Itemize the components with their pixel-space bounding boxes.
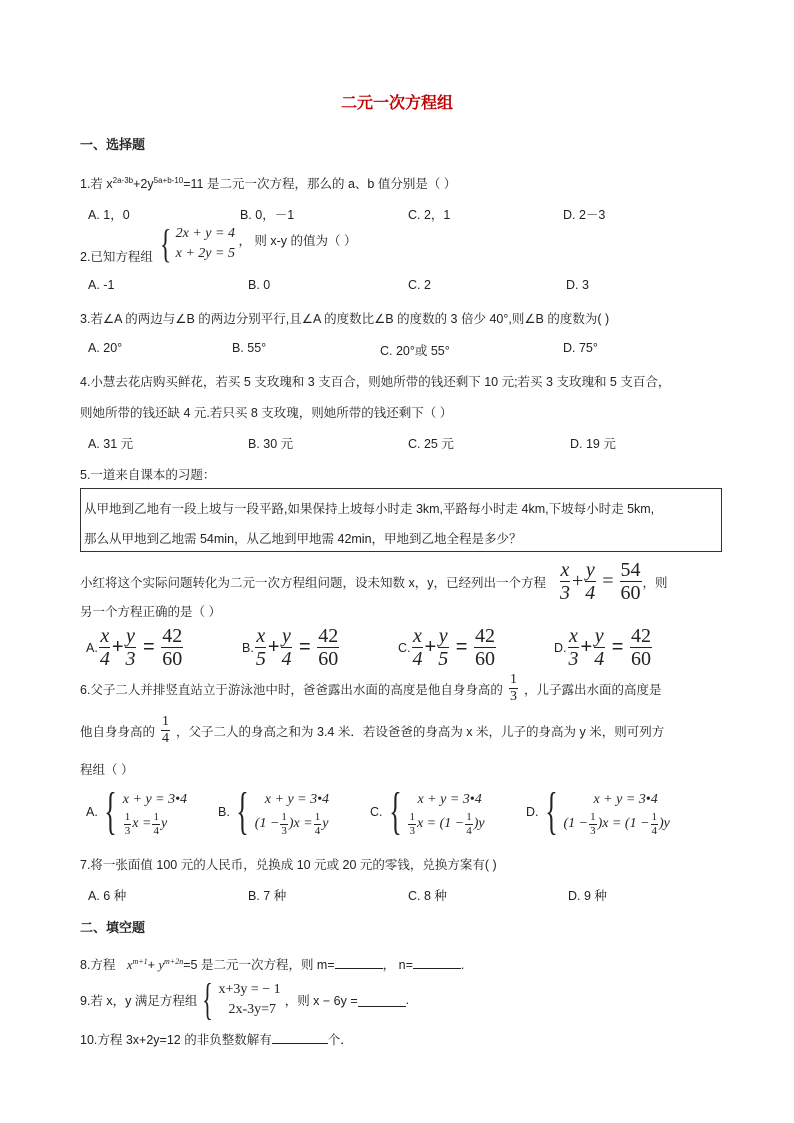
q2-prefix: 2.已知方程组 <box>80 250 153 265</box>
question-3: 3.若∠A 的两边与∠B 的两边分别平行,且∠A 的度数比∠B 的度数的 3 倍少 40°,则∠B 的度数为( ) <box>80 312 610 326</box>
question-10: 10.方程 3x+2y=12 的非负整数解有 个． <box>80 1033 353 1047</box>
section-heading-choice: 一、选择题 <box>80 137 146 152</box>
q10-blank[interactable] <box>272 1031 328 1044</box>
q7-option-c[interactable]: C. 8 种 <box>408 889 447 903</box>
q3-option-c[interactable]: C. 20°或 55° <box>380 344 450 358</box>
q2-option-c[interactable]: C. 2 <box>408 278 431 292</box>
q5-box-line2: 那么从甲地到乙地需 54min，从乙地到甲地需 42min，甲地到乙地全程是多少？ <box>84 532 522 546</box>
q2-suffix: ， 则 x-y 的值为（ ） <box>238 234 357 249</box>
q1-exp1: 2a-3b <box>112 175 134 185</box>
question-4-line1: 4.小慧去花店购买鲜花，若买 5 支玫瑰和 3 支百合，则她所带的钱还剩下 10 元;若买 3 支玫瑰和 5 支百合， <box>80 375 671 389</box>
question-2 <box>80 221 357 266</box>
q1-mid: +2y <box>133 177 154 191</box>
q5-line1: 小红将这个实际问题转化为二元一次方程组问题，设未知数 x，y，已经列出一个方程 <box>80 575 546 590</box>
q6-option-a[interactable]: A. { x + y = 3•4 $\frac{1}{3}$ x = $\frac{1}{4}$ y <box>86 783 188 840</box>
q4-option-d[interactable]: D. 19 元 <box>570 437 616 451</box>
q9-eq2: 2x-3y=7 <box>228 1002 277 1017</box>
q5-option-c[interactable]: C. $\frac{x}{4}$ + $\frac{y}{5}$ = $\frac{42}{60}$ <box>398 625 495 670</box>
section-heading-fill: 二、填空题 <box>80 920 146 935</box>
q2-system <box>156 221 235 266</box>
q5-statement <box>80 560 668 603</box>
q4-option-b[interactable]: B. 30 元 <box>248 437 294 451</box>
q3-option-d[interactable]: D. 75° <box>563 341 598 355</box>
q1-option-c[interactable]: C. 2，1 <box>408 208 451 222</box>
q8-blank-m[interactable] <box>335 956 383 969</box>
q4-option-c[interactable]: C. 25 元 <box>408 437 454 451</box>
question-7: 7.将一张面值 100 元的人民币，兑换成 10 元或 20 元的零钱，兑换方案有( ) <box>80 858 497 872</box>
question-8: 8.方程 $x^{m+1}+ y^{m+2n}=5$ 是二元一次方程，则 m= ， n= . <box>80 956 465 972</box>
q6-option-c[interactable]: C. { x + y = 3•4 $\frac{1}{3}$ x = (1 − $\frac{1}{4}$ )y <box>370 783 485 840</box>
q5-line2: 另一个方程正确的是（ ） <box>80 605 221 619</box>
q1-exp2: 5a+b-10 <box>153 175 184 185</box>
question-6-line3: 程组（ ） <box>80 763 134 777</box>
question-1 <box>80 174 456 192</box>
q5-given-equation: $\frac{x}{3}$ + $\frac{y}{4}$ = $\frac{54}{60}$ <box>559 559 641 604</box>
q2-eq2: x + 2y = 5 <box>175 246 235 261</box>
question-9: 9.若 x，y 满足方程组 { x+3y = − 1 2x-3y=7 ，则 x − 6y = . <box>80 975 410 1024</box>
page-title: 二元一次方程组 <box>340 95 453 112</box>
q5-option-b[interactable]: B. $\frac{x}{5}$ + $\frac{y}{4}$ = $\frac{42}{60}$ <box>242 625 339 670</box>
q7-option-a[interactable]: A. 6 种 <box>88 889 127 903</box>
q4-option-a[interactable]: A. 31 元 <box>88 437 134 451</box>
q1-option-b[interactable]: B. 0，－1 <box>240 208 295 222</box>
q3-option-a[interactable]: A. 20° <box>88 341 123 355</box>
q1-prefix: 1.若 x <box>80 177 113 191</box>
q1-option-a[interactable]: A. 1，0 <box>88 208 130 222</box>
question-6-line1: 6.父子二人并排竖直站立于游泳池中时，爸爸露出水面的高度是他自身身高的 $\frac{1}{3}$ ，儿子露出水面的高度是 <box>80 672 662 704</box>
q6-option-b[interactable]: B. { x + y = 3•4 (1 − $\frac{1}{3}$ )x = $\frac{1}{4}$ y <box>218 783 330 840</box>
q1-suffix: =11 是二元一次方程，那么的 a、b 值分别是（ ） <box>183 177 457 191</box>
q7-option-b[interactable]: B. 7 种 <box>248 889 287 903</box>
q7-option-d[interactable]: D. 9 种 <box>568 889 607 903</box>
q1-option-d[interactable]: D. 2－3 <box>563 208 606 222</box>
q9-blank[interactable] <box>358 994 406 1007</box>
q5-line1-end: ，则 <box>642 575 668 590</box>
q2-eq1: 2x + y = 4 <box>175 226 235 241</box>
brace-icon: { <box>160 221 172 266</box>
q8-blank-n[interactable] <box>413 956 461 969</box>
q2-option-d[interactable]: D. 3 <box>566 278 589 292</box>
q5-option-a[interactable]: A. $\frac{x}{4}$ + $\frac{y}{3}$ = $\frac{42}{60}$ <box>86 625 183 670</box>
q3-option-b[interactable]: B. 55° <box>232 341 267 355</box>
q5-box-line1: 从甲地到乙地有一段上坡与一段平路,如果保持上坡每小时走 3km,平路每小时走 4km,下坡每小时走 5km, <box>84 502 655 516</box>
q5-option-d[interactable]: D. $\frac{x}{3}$ + $\frac{y}{4}$ = $\frac{42}{60}$ <box>554 625 651 670</box>
question-6-line2: 他自身身高的 $\frac{1}{4}$ ，父子二人的身高之和为 3.4 米．若设爸爸的身高为 x 米，儿子的身高为 y 米，则可列方 <box>80 714 665 746</box>
q9-eq1: x+3y = − 1 <box>218 982 281 997</box>
q2-option-b[interactable]: B. 0 <box>248 278 271 292</box>
question-5-intro: 5.一道来自课本的习题： <box>80 468 216 482</box>
q2-option-a[interactable]: A. -1 <box>88 278 115 292</box>
q6-option-d[interactable]: D. { x + y = 3•4 (1 − $\frac{1}{3}$ )x = (1 − $\frac{1}{4}$ )y <box>526 783 670 840</box>
question-4-line2: 则她所带的钱还缺 4 元.若只买 8 支玫瑰，则她所带的钱还剩下（ ） <box>80 406 453 420</box>
